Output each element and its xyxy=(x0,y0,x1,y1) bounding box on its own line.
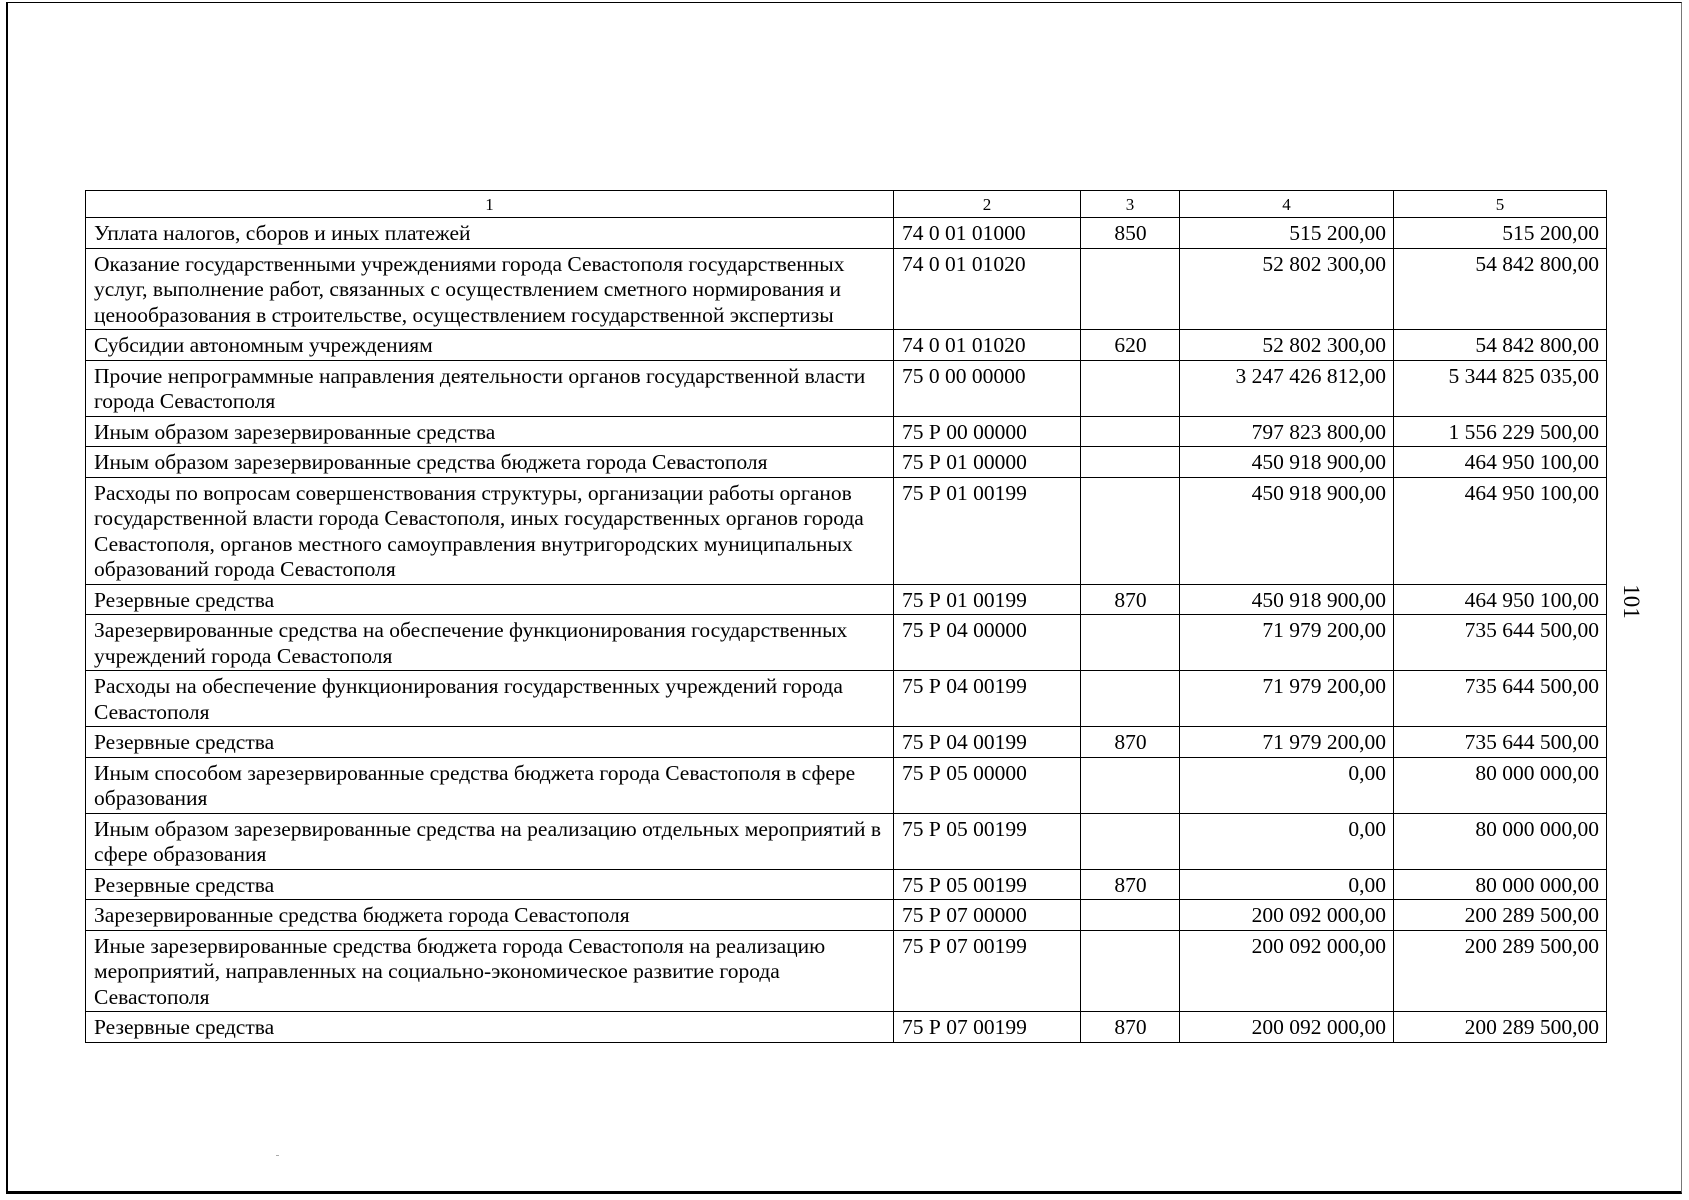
row-code-cell: 75 0 00 00000 xyxy=(894,360,1081,416)
row-code-cell: 75 Р 01 00199 xyxy=(894,584,1081,615)
row-code-cell: 75 Р 04 00000 xyxy=(894,615,1081,671)
row-type-cell: 870 xyxy=(1081,1012,1180,1043)
row-type-cell xyxy=(1081,930,1180,1012)
row-sum2-cell: 464 950 100,00 xyxy=(1394,584,1607,615)
row-name-cell: Резервные средства xyxy=(86,727,894,758)
row-sum2-cell: 80 000 000,00 xyxy=(1394,757,1607,813)
row-sum2-cell: 735 644 500,00 xyxy=(1394,615,1607,671)
row-name-cell: Резервные средства xyxy=(86,869,894,900)
row-sum1-cell: 52 802 300,00 xyxy=(1180,330,1394,361)
row-sum1-cell: 52 802 300,00 xyxy=(1180,248,1394,330)
row-sum1-cell: 200 092 000,00 xyxy=(1180,900,1394,931)
row-code-cell: 75 Р 01 00199 xyxy=(894,477,1081,584)
header-row xyxy=(86,191,1607,218)
row-type-cell xyxy=(1081,671,1180,727)
column-header: 2 xyxy=(894,191,1081,218)
table-row xyxy=(86,615,1607,671)
row-type-cell: 870 xyxy=(1081,869,1180,900)
row-sum2-cell: 200 289 500,00 xyxy=(1394,900,1607,931)
row-code-cell: 75 Р 00 00000 xyxy=(894,416,1081,447)
row-name-cell: Резервные средства xyxy=(86,1012,894,1043)
row-type-cell xyxy=(1081,447,1180,478)
row-name-cell: Иным образом зарезервированные средства xyxy=(86,416,894,447)
row-sum1-cell: 71 979 200,00 xyxy=(1180,615,1394,671)
table-row xyxy=(86,584,1607,615)
row-code-cell: 75 Р 05 00199 xyxy=(894,869,1081,900)
row-sum1-cell: 450 918 900,00 xyxy=(1180,447,1394,478)
row-sum1-cell: 200 092 000,00 xyxy=(1180,930,1394,1012)
table-row xyxy=(86,248,1607,330)
row-code-cell: 75 Р 07 00199 xyxy=(894,930,1081,1012)
row-sum1-cell: 797 823 800,00 xyxy=(1180,416,1394,447)
table-row xyxy=(86,869,1607,900)
row-type-cell xyxy=(1081,248,1180,330)
row-sum2-cell: 80 000 000,00 xyxy=(1394,813,1607,869)
row-sum1-cell: 0,00 xyxy=(1180,757,1394,813)
table-row xyxy=(86,218,1607,249)
row-name-cell: Иным образом зарезервированные средства бюджета города Севастополя xyxy=(86,447,894,478)
row-type-cell xyxy=(1081,900,1180,931)
row-name-cell: Иным образом зарезервированные средства на реализацию отдельных мероприятий в сфере образования xyxy=(86,813,894,869)
row-sum1-cell: 3 247 426 812,00 xyxy=(1180,360,1394,416)
table-row xyxy=(86,1012,1607,1043)
row-sum1-cell: 71 979 200,00 xyxy=(1180,727,1394,758)
column-header: 3 xyxy=(1081,191,1180,218)
row-name-cell: Резервные средства xyxy=(86,584,894,615)
row-type-cell xyxy=(1081,757,1180,813)
row-name-cell: Иным способом зарезервированные средства бюджета города Севастополя в сфере образования xyxy=(86,757,894,813)
scan-artifact xyxy=(276,1155,279,1156)
row-sum2-cell: 735 644 500,00 xyxy=(1394,671,1607,727)
table-row xyxy=(86,416,1607,447)
row-sum2-cell: 80 000 000,00 xyxy=(1394,869,1607,900)
row-code-cell: 74 0 01 01020 xyxy=(894,330,1081,361)
row-code-cell: 74 0 01 01020 xyxy=(894,248,1081,330)
row-type-cell: 850 xyxy=(1081,218,1180,249)
row-sum2-cell: 515 200,00 xyxy=(1394,218,1607,249)
row-name-cell: Уплата налогов, сборов и иных платежей xyxy=(86,218,894,249)
row-sum1-cell: 0,00 xyxy=(1180,813,1394,869)
row-code-cell: 75 Р 05 00199 xyxy=(894,813,1081,869)
row-sum2-cell: 200 289 500,00 xyxy=(1394,1012,1607,1043)
row-name-cell: Расходы по вопросам совершенствования структуры, организации работы органов государственной власти города Севастополя, иных государственных органов города Севастополя, органов местного самоуправления внутригородских муниципальных образований города Севастополя xyxy=(86,477,894,584)
row-sum1-cell: 450 918 900,00 xyxy=(1180,477,1394,584)
row-type-cell xyxy=(1081,615,1180,671)
row-sum2-cell: 54 842 800,00 xyxy=(1394,248,1607,330)
column-header: 1 xyxy=(86,191,894,218)
page-number: 101 xyxy=(1618,584,1644,619)
row-code-cell: 75 Р 01 00000 xyxy=(894,447,1081,478)
row-type-cell: 620 xyxy=(1081,330,1180,361)
row-sum1-cell: 0,00 xyxy=(1180,869,1394,900)
row-code-cell: 75 Р 04 00199 xyxy=(894,727,1081,758)
table-row xyxy=(86,330,1607,361)
column-header: 4 xyxy=(1180,191,1394,218)
table-row xyxy=(86,447,1607,478)
row-code-cell: 74 0 01 01000 xyxy=(894,218,1081,249)
table-row xyxy=(86,930,1607,1012)
row-code-cell: 75 Р 04 00199 xyxy=(894,671,1081,727)
row-type-cell xyxy=(1081,813,1180,869)
row-name-cell: Иные зарезервированные средства бюджета города Севастополя на реализацию мероприятий, направленных на социально-экономическое развитие города Севастополя xyxy=(86,930,894,1012)
table-row xyxy=(86,757,1607,813)
table-row xyxy=(86,900,1607,931)
row-type-cell xyxy=(1081,416,1180,447)
row-sum1-cell: 71 979 200,00 xyxy=(1180,671,1394,727)
table-row xyxy=(86,813,1607,869)
row-name-cell: Оказание государственными учреждениями города Севастополя государственных услуг, выполнение работ, связанных с осуществлением сметного нормирования и ценообразования в строительстве, осуществлением государственной экспертизы xyxy=(86,248,894,330)
row-type-cell xyxy=(1081,360,1180,416)
table-row xyxy=(86,477,1607,584)
row-sum2-cell: 735 644 500,00 xyxy=(1394,727,1607,758)
row-sum2-cell: 464 950 100,00 xyxy=(1394,477,1607,584)
row-name-cell: Зарезервированные средства на обеспечение функционирования государственных учреждений города Севастополя xyxy=(86,615,894,671)
row-sum1-cell: 515 200,00 xyxy=(1180,218,1394,249)
row-code-cell: 75 Р 05 00000 xyxy=(894,757,1081,813)
row-name-cell: Зарезервированные средства бюджета города Севастополя xyxy=(86,900,894,931)
row-sum1-cell: 450 918 900,00 xyxy=(1180,584,1394,615)
row-sum1-cell: 200 092 000,00 xyxy=(1180,1012,1394,1043)
row-type-cell: 870 xyxy=(1081,727,1180,758)
row-sum2-cell: 464 950 100,00 xyxy=(1394,447,1607,478)
table-row xyxy=(86,360,1607,416)
budget-table xyxy=(85,190,1607,1043)
row-code-cell: 75 Р 07 00199 xyxy=(894,1012,1081,1043)
table-row xyxy=(86,671,1607,727)
row-sum2-cell: 1 556 229 500,00 xyxy=(1394,416,1607,447)
row-type-cell: 870 xyxy=(1081,584,1180,615)
row-type-cell xyxy=(1081,477,1180,584)
row-sum2-cell: 200 289 500,00 xyxy=(1394,930,1607,1012)
row-sum2-cell: 5 344 825 035,00 xyxy=(1394,360,1607,416)
row-sum2-cell: 54 842 800,00 xyxy=(1394,330,1607,361)
column-header: 5 xyxy=(1394,191,1607,218)
row-name-cell: Прочие непрограммные направления деятельности органов государственной власти города Севастополя xyxy=(86,360,894,416)
row-name-cell: Субсидии автономным учреждениям xyxy=(86,330,894,361)
row-code-cell: 75 Р 07 00000 xyxy=(894,900,1081,931)
table-row xyxy=(86,727,1607,758)
row-name-cell: Расходы на обеспечение функционирования государственных учреждений города Севастополя xyxy=(86,671,894,727)
